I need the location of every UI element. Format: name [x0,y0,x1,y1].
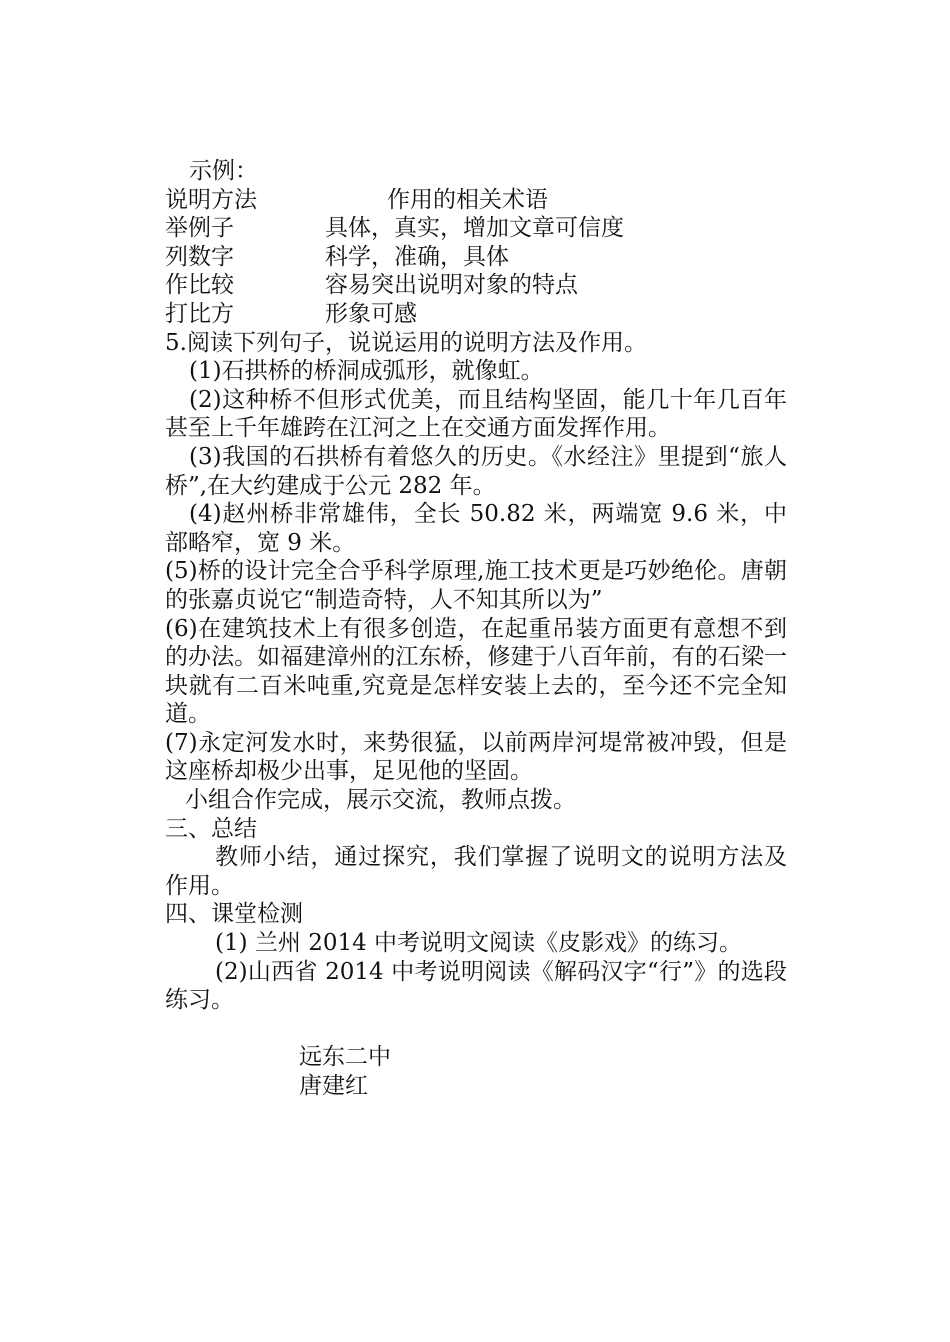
question-item-6: (6)在建筑技术上有很多创造，在起重吊装方面更有意想不到的办法。如福建漳州的江东桥，修建于八百年前，有的石梁一块就有二百米吨重,究竟是怎样安装上去的，至今还不完全知道。 [165,615,787,728]
row-method: 列数字 [165,243,234,270]
table-header [165,186,787,215]
row-method: 作比较 [165,272,234,299]
table-row [165,271,787,300]
row-method: 举例子 [165,215,234,242]
signature-school: 远东二中 [299,1044,391,1071]
section-3-heading: 三、总结 [165,815,257,842]
table-row [165,300,787,329]
question-item-7: (7)永定河发水时，来势很猛，以前两岸河堤常被冲毁，但是这座桥却极少出事，足见他的坚固。 [165,729,787,785]
document-body [165,157,787,1101]
header-method: 说明方法 [165,186,257,213]
header-effect: 作用的相关术语 [387,186,548,213]
group-note: 小组合作完成，展示交流，教师点拨。 [185,787,576,814]
row-effect: 容易突出说明对象的特点 [325,272,578,299]
question-item-3: (3)我国的石拱桥有着悠久的历史。《水经注》里提到“旅人桥”,在大约建成于公元 282 年。 [165,443,787,499]
section-3-body: 教师小结，通过探究，我们掌握了说明文的说明方法及作用。 [165,844,787,899]
table-row [165,243,787,272]
blank-line [165,1015,787,1044]
example-label: 示例： [189,158,258,184]
test-item-1: (1) 兰州 2014 中考说明文阅读《皮影戏》的练习。 [215,930,743,957]
question-item-2: (2)这种桥不但形式优美，而且结构坚固，能几十年几百年甚至上千年雄跨在江河之上在交通方面发挥作用。 [165,386,787,442]
row-effect: 形象可感 [325,300,417,327]
question-5-title: 5.阅读下列句子，说说运用的说明方法及作用。 [165,329,647,356]
table-row [165,214,787,243]
row-effect: 具体，真实，增加文章可信度 [325,215,624,242]
question-item-1: (1)石拱桥的桥洞成弧形，就像虹。 [189,358,544,385]
section-4-heading: 四、课堂检测 [165,901,303,928]
question-item-5: (5)桥的设计完全合乎科学原理,施工技术更是巧妙绝伦。唐朝的张嘉贞说它“制造奇特，人不知其所以为” [165,558,787,613]
row-effect: 科学，准确，具体 [325,243,509,270]
question-item-4: (4)赵州桥非常雄伟，全长 50.82 米，两端宽 9.6 米，中部略窄，宽 9 米。 [165,501,787,556]
row-method: 打比方 [165,300,234,327]
test-item-2: (2)山西省 2014 中考说明阅读《解码汉字“行”》的选段练习。 [165,958,787,1014]
signature-name: 唐建红 [299,1073,368,1099]
